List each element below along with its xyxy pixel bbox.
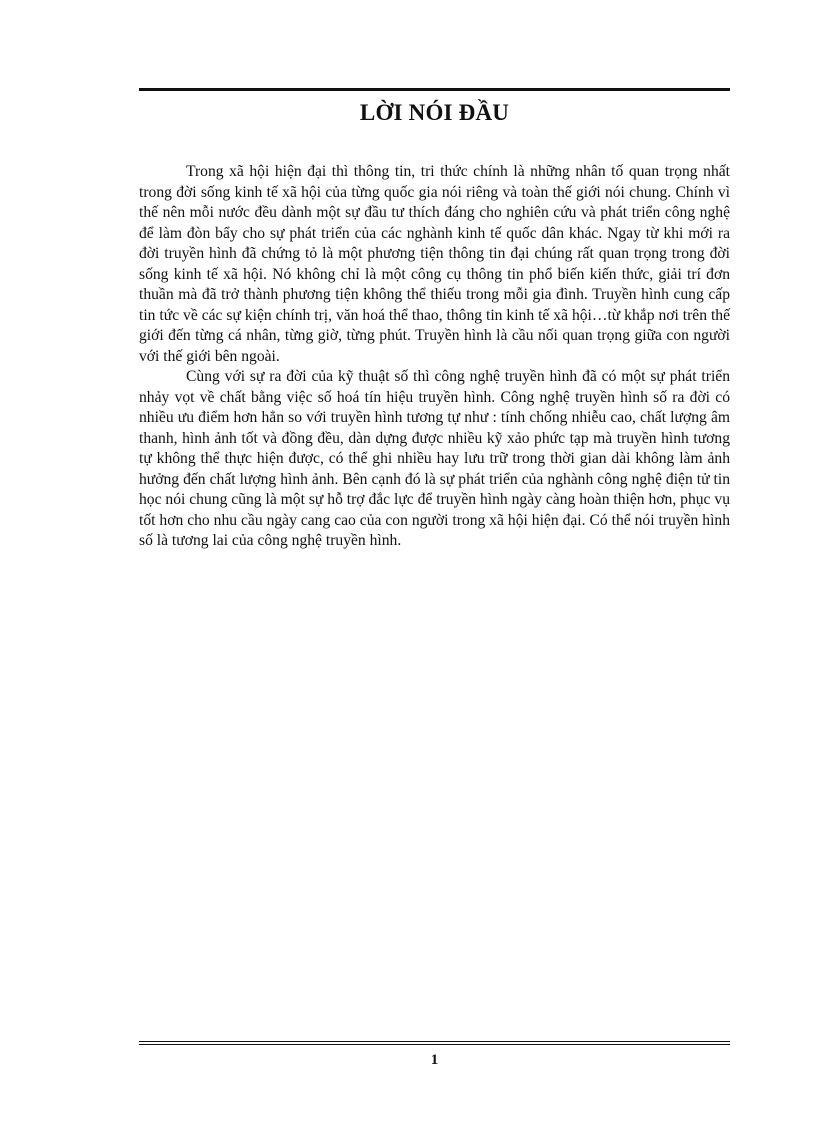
footer-rule <box>139 1044 730 1045</box>
footer-rule <box>139 1041 730 1042</box>
body-text <box>139 162 730 552</box>
page-number: 1 <box>430 1052 439 1068</box>
paragraph: Trong xã hội hiện đại thì thông tin, tri thức chính là những nhân tố quan trọng nhất trong đời sống kinh tế xã hội của từng quốc gia nói riêng và toàn thế giới nói chung. Chính vì thế nên mỗi nước đều dành một sự đầu tư thích đáng cho nghiên cứu và phát triển công nghệ để làm đòn bẩy cho sự phát triển của các nghành kinh tế quốc dân khác. Ngay từ khi mới ra đời truyền hình đã chứng tỏ là một phương tiện thông tin đại chúng rất quan trọng trong đời sống kinh tế xã hội. Nó không chỉ là một công cụ thông tin phổ biến kiến thức, giải trí đơn thuần mà đã trở thành phương tiện không thể thiếu trong mỗi gia đình. Truyền hình cung cấp tin tức về các sự kiện chính trị, văn hoá thể thao, thông tin kinh tế xã hội…từ khắp nơi trên thế giới đến từng cá nhân, từng giờ, từng phút. Truyền hình là cầu nối quan trọng giữa con người với thế giới bên ngoài. <box>139 163 730 365</box>
page-title: LỜI NÓI ĐẦU <box>359 100 510 125</box>
header-rule <box>139 88 730 91</box>
paragraph: Cùng với sự ra đời của kỹ thuật số thì công nghệ truyền hình đã có một sự phát triển nhảy vọt về chất bằng việc số hoá tín hiệu truyền hình. Công nghệ truyền hình số ra đời có nhiều ưu điểm hơn hẳn so với truyền hình tương tự như : tính chống nhiễu cao, chất lượng âm thanh, hình ảnh tốt và đồng đều, dàn dựng được nhiều kỹ xảo phức tạp mà truyền hình tương tự không thể thực hiện được, có thể ghi nhiều hay lưu trữ trong thời gian dài không làm ảnh hưởng đến chất lượng hình ảnh. Bên cạnh đó là sự phát triển của nghành công nghệ điện tử tin học nói chung cũng là một sự hỗ trợ đắc lực để truyền hình ngày càng hoàn thiện hơn, phục vụ tốt hơn cho nhu cầu ngày cang cao của con người trong xã hội hiện đại. Có thể nói truyền hình số là tương lai của công nghệ truyền hình. <box>139 368 730 549</box>
